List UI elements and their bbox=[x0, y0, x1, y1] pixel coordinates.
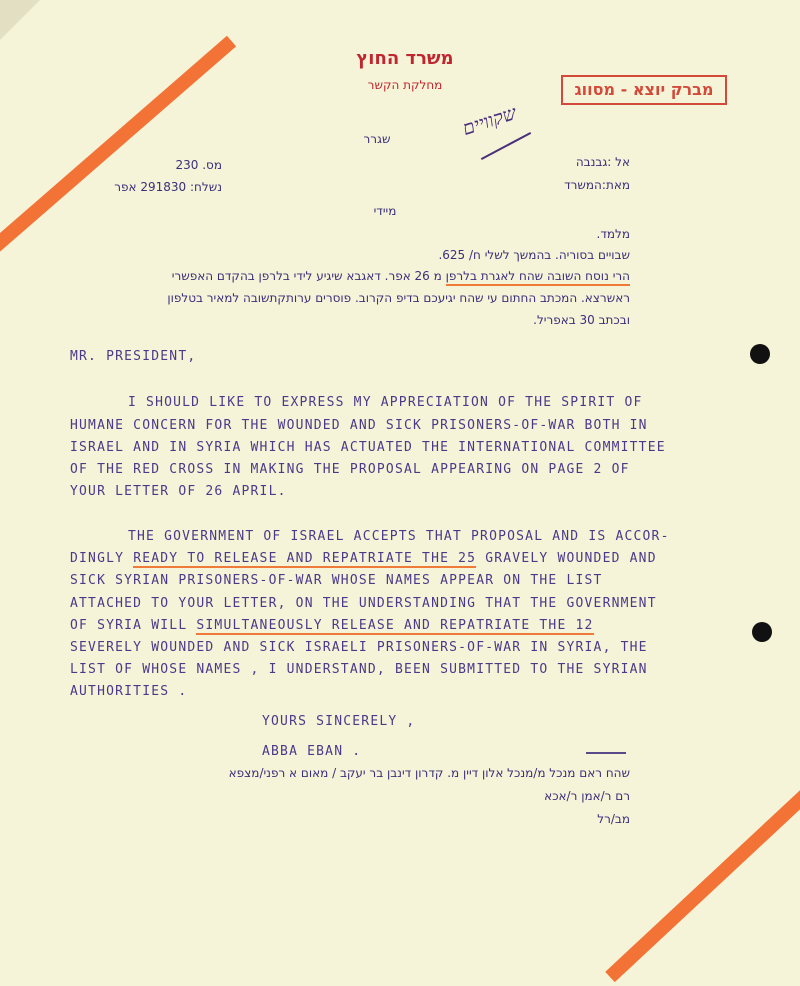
hebrew-underlined-phrase: הרי נוסח השובה שהח לאגרת בלרפן bbox=[446, 269, 630, 286]
hebrew-line-2: שבויים בסוריה. בהמשך לשלי ח/ 625. bbox=[438, 248, 630, 262]
text-span: DINGLY bbox=[70, 551, 134, 566]
signature-dash bbox=[586, 752, 626, 754]
handwritten-underline bbox=[481, 132, 531, 160]
punch-hole bbox=[752, 622, 772, 642]
sender-line: מאת:המשרד bbox=[564, 178, 630, 192]
sent-timestamp: נשלח: 291830 אפר bbox=[114, 180, 222, 194]
orange-stripe-top-left bbox=[0, 36, 236, 257]
paragraph-1-line: I SHOULD LIKE TO EXPRESS MY APPRECIATION OF THE SPIRIT OF bbox=[128, 395, 643, 410]
priority-label: מיידי bbox=[373, 204, 397, 218]
signature: ABBA EBAN . bbox=[262, 744, 362, 759]
handwritten-annotation: שקוויים bbox=[459, 102, 520, 141]
paragraph-2-line: ATTACHED TO YOUR LETTER, ON THE UNDERSTANDING THAT THE GOVERNMENT bbox=[70, 596, 657, 611]
paragraph-1-line: ISRAEL AND IN SYRIA WHICH HAS ACTUATED THE INTERNATIONAL COMMITTEE bbox=[70, 440, 666, 455]
closing: YOURS SINCERELY , bbox=[262, 714, 416, 729]
paragraph-2-line: SEVERELY WOUNDED AND SICK ISRAELI PRISONERS-OF-WAR IN SYRIA, THE bbox=[70, 640, 648, 655]
hebrew-line-5: ובכתב 30 באפריל. bbox=[533, 313, 630, 327]
paragraph-2-line bbox=[70, 618, 594, 633]
addressee-line: אל :גבנבה bbox=[575, 155, 630, 169]
salutation: MR. PRESIDENT, bbox=[70, 349, 197, 364]
classification-stamp: מברק יוצא - מסווג bbox=[561, 75, 727, 105]
hebrew-line-4: ראשרצא. המכתב החתום עי שהח יגיעכם בדיפ הקרוב. פוסרים ערותקתשובה למאיר בטלפון bbox=[167, 291, 630, 305]
paragraph-2-line: THE GOVERNMENT OF ISRAEL ACCEPTS THAT PROPOSAL AND IS ACCOR- bbox=[128, 529, 670, 544]
text-span: GRAVELY WOUNDED AND bbox=[476, 551, 657, 566]
underlined-phrase-simultaneous: SIMULTANEOUSLY RELEASE AND REPATRIATE THE 12 bbox=[196, 618, 594, 633]
orange-stripe-bottom-right bbox=[605, 767, 800, 982]
paragraph-2-line: LIST OF WHOSE NAMES , I UNDERSTAND, BEEN SUBMITTED TO THE SYRIAN bbox=[70, 662, 648, 677]
department-heading: מחלקת הקשר bbox=[367, 78, 443, 92]
message-type: שגרר bbox=[363, 132, 391, 146]
punch-hole bbox=[750, 344, 770, 364]
hebrew-line-3 bbox=[172, 269, 630, 283]
distribution-line-3: מב/רל bbox=[597, 812, 630, 826]
serial-number: מס. 230 bbox=[175, 158, 222, 172]
hebrew-line-1: מלמד. bbox=[596, 227, 630, 241]
paragraph-1-line: YOUR LETTER OF 26 APRIL. bbox=[70, 484, 287, 499]
distribution-line-2: רם ר/אמן ר/אכא bbox=[544, 789, 630, 803]
paragraph-2-line: AUTHORITIES . bbox=[70, 684, 188, 699]
hebrew-line-3-rest: מ 26 אפר. דאגבא שיגיע לידי בלרפן בהקדם האפשרי bbox=[171, 269, 446, 283]
paragraph-2-line: SICK SYRIAN PRISONERS-OF-WAR WHOSE NAMES APPEAR ON THE LIST bbox=[70, 573, 603, 588]
distribution-line-1: שהח ראם מנכל מ/מנכל אלון דיין מ. קדרון דינבן בר יעקב / מאום א רפני/מצפא bbox=[228, 766, 630, 780]
underlined-phrase-release: READY TO RELEASE AND REPATRIATE THE 25 bbox=[133, 551, 477, 566]
folded-corner bbox=[0, 0, 40, 40]
text-span: OF SYRIA WILL bbox=[70, 618, 197, 633]
paragraph-2-line bbox=[70, 551, 657, 566]
paragraph-1-line: OF THE RED CROSS IN MAKING THE PROPOSAL APPEARING ON PAGE 2 OF bbox=[70, 462, 630, 477]
paragraph-1-line: HUMANE CONCERN FOR THE WOUNDED AND SICK PRISONERS-OF-WAR BOTH IN bbox=[70, 418, 648, 433]
ministry-heading: משרד החוץ bbox=[356, 48, 454, 69]
